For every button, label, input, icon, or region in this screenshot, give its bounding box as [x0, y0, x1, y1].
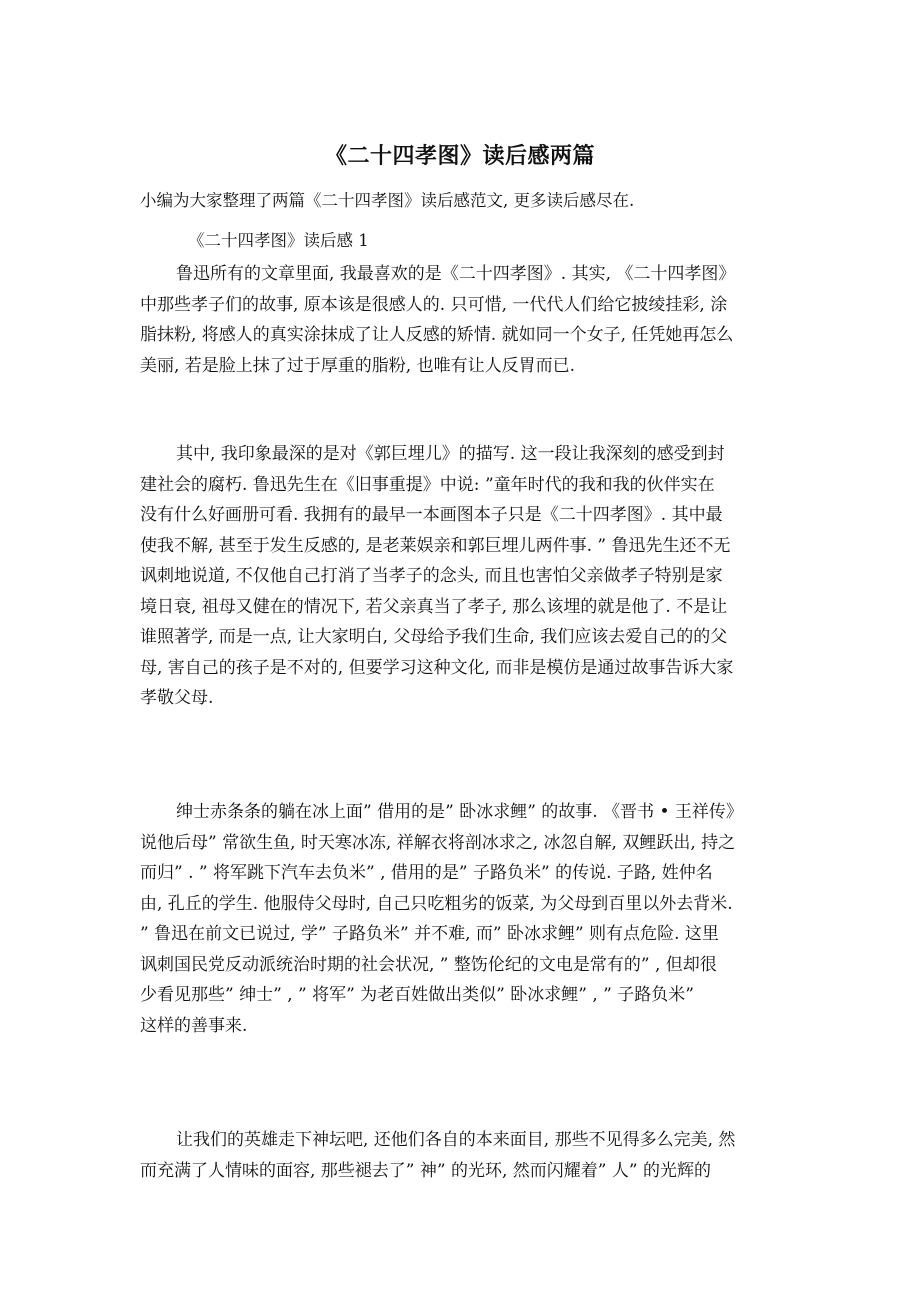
paragraph-line: 说他后母” 常欲生鱼, 时天寒冰冻, 祥解衣将剖冰求之, 冰忽自解, 双鲤跃出, 持之 — [140, 832, 736, 853]
paragraph-line: 境日衰, 祖母又健在的情况下, 若父亲真当了孝子, 那么该埋的就是他了. 不是让 — [140, 596, 728, 617]
document-title: 《二十四孝图》读后感两篇 — [324, 143, 595, 169]
paragraph-line: 讽刺地说道, 不仅他自己打消了当孝子的念头, 而且也害怕父亲做孝子特别是家 — [140, 566, 723, 586]
paragraph-line: 建社会的腐朽. 鲁迅先生在《旧事重提》中说: ”童年时代的我和我的伙伴实在 — [140, 474, 715, 495]
paragraph-3 — [140, 797, 790, 1041]
paragraph-line: 母, 害自己的孩子是不对的, 但要学习这种文化, 而非是模仿是通过故事告诉大家 — [140, 657, 734, 678]
paragraph-4 — [140, 1125, 790, 1186]
paragraph-line: 而充满了人情味的面容, 那些褪去了” 神” 的光环, 然而闪耀着” 人” 的光辉的 — [140, 1160, 711, 1181]
paragraph-2 — [140, 439, 790, 714]
paragraph-line: 鲁迅所有的文章里面, 我最喜欢的是《二十四孝图》. 其实, 《二十四孝图》 — [176, 264, 736, 284]
paragraph-line: 由, 孔丘的学生. 他服侍父母时, 自己只吃粗劣的饭菜, 为父母到百里以外去背米. — [140, 893, 733, 914]
paragraph-line: 讽刺国民党反动派统治时期的社会状况, ” 整饬伦纪的文电是常有的” , 但却很 — [140, 954, 717, 975]
paragraph-line: 其中, 我印象最深的是对《郭巨埋儿》的描写. 这一段让我深刻的感受到封 — [176, 444, 725, 464]
paragraph-1 — [140, 259, 790, 381]
paragraph-line: 让我们的英雄走下神坛吧, 还他们各自的本来面目, 那些不见得多么完美, 然 — [176, 1130, 736, 1150]
paragraph-line: 使我不解, 甚至于发生反感的, 是老莱娱亲和郭巨埋儿两件事. ” 鲁迅先生还不无 — [140, 535, 731, 556]
paragraph-line: 中那些孝子们的故事, 原本该是很感人的. 只可惜, 一代代人们给它披绫挂彩, 涂 — [140, 294, 728, 315]
paragraph-line: 没有什么好画册可看. 我拥有的最早一本画图本子只是《二十四孝图》. 其中最 — [140, 505, 723, 525]
paragraph-line: 谁照著学, 而是一点, 让大家明白, 父母给予我们生命, 我们应该去爱自己的的父 — [140, 627, 728, 647]
paragraph-line: 绅士赤条条的躺在冰上面” 借用的是” 卧冰求鲤” 的故事. 《晋书 • 王祥传》 — [176, 802, 743, 822]
paragraph-line: 这样的善事来. — [140, 1015, 248, 1036]
section-subheading: 《二十四孝图》读后感 1 — [188, 231, 369, 250]
paragraph-line: 而归” . ” 将军跳下汽车去负米” , 借用的是” 子路负米” 的传说. 子路, 姓仲名 — [140, 863, 713, 883]
paragraph-line: 美丽, 若是脸上抹了过于厚重的脂粉, 也唯有让人反胃而已. — [140, 355, 576, 376]
paragraph-line: 脂抹粉, 将感人的真实涂抹成了让人反感的矫情. 就如同一个女子, 任凭她再怎么 — [140, 325, 734, 345]
paragraph-line: 孝敬父母. — [140, 688, 214, 708]
paragraph-line: 少看见那些” 绅士” , ” 将军” 为老百姓做出类似” 卧冰求鲤” , ” 子路负米” — [140, 985, 694, 1005]
intro-text: 小编为大家整理了两篇《二十四孝图》读后感范文, 更多读后感尽在. — [140, 191, 635, 210]
paragraph-line: ” 鲁迅在前文已说过, 学” 子路负米” 并不难, 而” 卧冰求鲤” 则有点危险. 这里 — [140, 924, 719, 944]
